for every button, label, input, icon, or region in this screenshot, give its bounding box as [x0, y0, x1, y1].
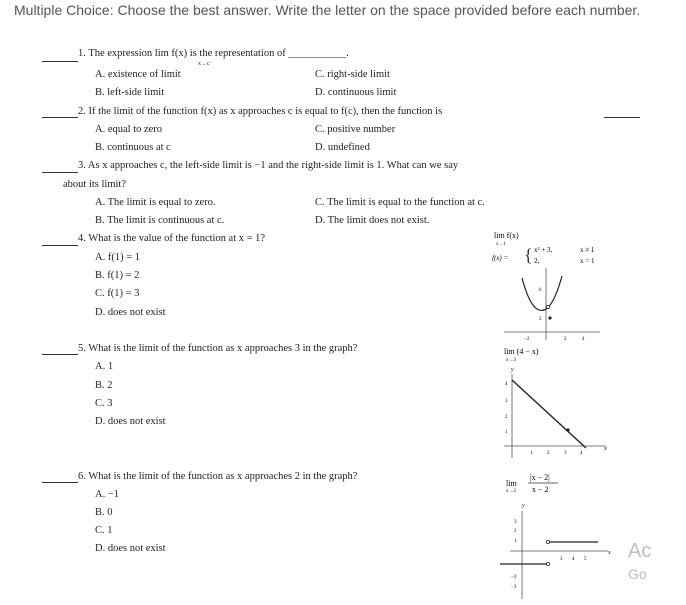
q1-choice-c: C. right-side limit [315, 69, 390, 80]
q6-y-tick-neg3: −3 [511, 585, 517, 590]
answer-blank-2-inline[interactable] [604, 117, 640, 118]
question-3-stem-cont: about its limit? [63, 179, 126, 190]
q6-lower-open-point [546, 562, 549, 565]
q5-figure [490, 340, 620, 465]
q4-parabola-main [522, 276, 562, 310]
q3-choice-d: D. The limit does not exist. [315, 215, 430, 226]
q6-y-tick-3: 3 [514, 520, 517, 525]
answer-blank-3[interactable] [42, 172, 78, 173]
answer-blank-4[interactable] [42, 245, 78, 246]
q2-choice-a: A. equal to zero [95, 124, 163, 135]
question-6-stem: 6. What is the limit of the function as x approaches 2 in the graph? [78, 471, 358, 482]
q5-y-tick-3: 3 [505, 399, 508, 404]
q1-choice-b: B. left-side limit [95, 87, 165, 98]
q6-title-prefix: lim [506, 479, 517, 488]
q4-title-sub: x→1 [496, 242, 506, 247]
q4-title: lim f(x) [494, 231, 519, 240]
q6-y-tick-2: 2 [514, 529, 517, 534]
q6-y-tick-1: 1 [514, 539, 517, 544]
q2-choice-b: B. continuous at c [95, 142, 171, 153]
q6-numerator: |x − 2| [530, 473, 550, 482]
q3-choice-b: B. The limit is continuous at c. [95, 215, 225, 226]
q6-figure [500, 467, 620, 602]
q5-x-tick-2: 2 [547, 451, 550, 456]
q5-y-tick-2: 2 [505, 415, 508, 420]
q5-x-tick-1: 1 [530, 451, 533, 456]
q5-x-tick-3: 3 [564, 451, 567, 456]
q2-choice-d: D. undefined [315, 142, 370, 153]
q5-y-tick-1: 1 [505, 430, 508, 435]
question-1-stem: 1. The expression lim f(x) is the representation of ___________. [78, 48, 349, 59]
q1-choice-a: A. existence of limit [95, 69, 181, 80]
q6-choice-b: B. 0 [95, 507, 113, 518]
q6-y-tick-neg2: −2 [511, 575, 517, 580]
q5-choice-b: B. 2 [95, 380, 113, 391]
q5-y-label: y [511, 367, 514, 373]
answer-blank-5[interactable] [42, 354, 78, 355]
q3-choice-c: C. The limit is equal to the function at c. [315, 197, 485, 208]
q6-title-sub: x→2 [506, 489, 516, 494]
q5-x-label: x [604, 446, 607, 452]
q4-figure [480, 228, 620, 348]
q1-choice-d: D. continuous limit [315, 87, 397, 98]
q5-choice-c: C. 3 [95, 398, 113, 409]
q5-function-line [512, 380, 586, 448]
watermark-line-2: Go [628, 566, 647, 582]
q6-x-tick-3: 3 [560, 557, 563, 562]
q3-choice-a: A. The limit is equal to zero. [95, 197, 216, 208]
q6-choice-a: A. −1 [95, 489, 120, 500]
answer-blank-6[interactable] [42, 482, 78, 483]
q5-title-sub: x→3 [506, 358, 516, 363]
q4-fx-label: f(x) = [492, 254, 509, 262]
q4-case1-expr: x² + 3, [534, 246, 553, 254]
question-5-stem: 5. What is the limit of the function as x approaches 3 in the graph? [78, 343, 358, 354]
q4-choice-b: B. f(1) = 2 [95, 270, 140, 281]
q5-choice-a: A. 1 [95, 361, 114, 372]
q5-y-tick-4: 4 [505, 382, 508, 387]
q4-tick-label-2x: 2 [564, 337, 567, 342]
q6-choice-d: D. does not exist [95, 543, 166, 554]
question-2-stem: 2. If the limit of the function f(x) as x approaches c is equal to f(c), then the function is [78, 106, 443, 117]
answer-blank-1[interactable] [42, 61, 78, 62]
question-1-limit-sub: x→c⁻ [198, 61, 213, 67]
watermark-line-1: Ac [628, 540, 652, 562]
q4-case2-cond: x = 1 [580, 257, 595, 265]
q5-x-tick-4: 4 [580, 451, 583, 456]
instructions: Multiple Choice: Choose the best answer. Write the letter on the space provided before each number. [14, 2, 641, 18]
question-3-stem: 3. As x approaches c, the left-side limit is −1 and the right-side limit is 1. What can we say [78, 160, 459, 171]
q6-choice-c: C. 1 [95, 525, 113, 536]
q4-tick-label-2y: 2 [539, 317, 542, 322]
q4-case1-cond: x ≠ 1 [580, 246, 595, 254]
q6-x-tick-4: 4 [572, 557, 575, 562]
q4-tick-label-6: 6 [539, 288, 542, 293]
q4-tick-label-neg2: −2 [524, 337, 530, 342]
q4-choice-c: C. f(1) = 3 [95, 288, 140, 299]
q5-point [566, 428, 569, 431]
q2-choice-c: C. positive number [315, 124, 396, 135]
q5-title: lim (4 − x) [504, 347, 539, 356]
q5-choice-d: D. does not exist [95, 416, 166, 427]
q4-choice-a: A. f(1) = 1 [95, 252, 140, 263]
question-4-stem: 4. What is the value of the function at x = 1? [78, 233, 266, 244]
q4-filled-point [548, 316, 551, 319]
answer-blank-2[interactable] [42, 117, 78, 118]
q6-x-tick-5: 5 [584, 557, 587, 562]
q4-case2-expr: 2, [534, 257, 540, 265]
q4-open-point [546, 305, 549, 308]
q6-upper-open-point [546, 540, 549, 543]
q6-y-label: y [522, 503, 525, 509]
q4-choice-d: D. does not exist [95, 307, 166, 318]
q4-tick-label-4x: 4 [582, 337, 585, 342]
q4-brace: { [524, 245, 533, 265]
q6-x-label: x [608, 550, 611, 556]
q6-denominator: x − 2 [532, 485, 549, 494]
